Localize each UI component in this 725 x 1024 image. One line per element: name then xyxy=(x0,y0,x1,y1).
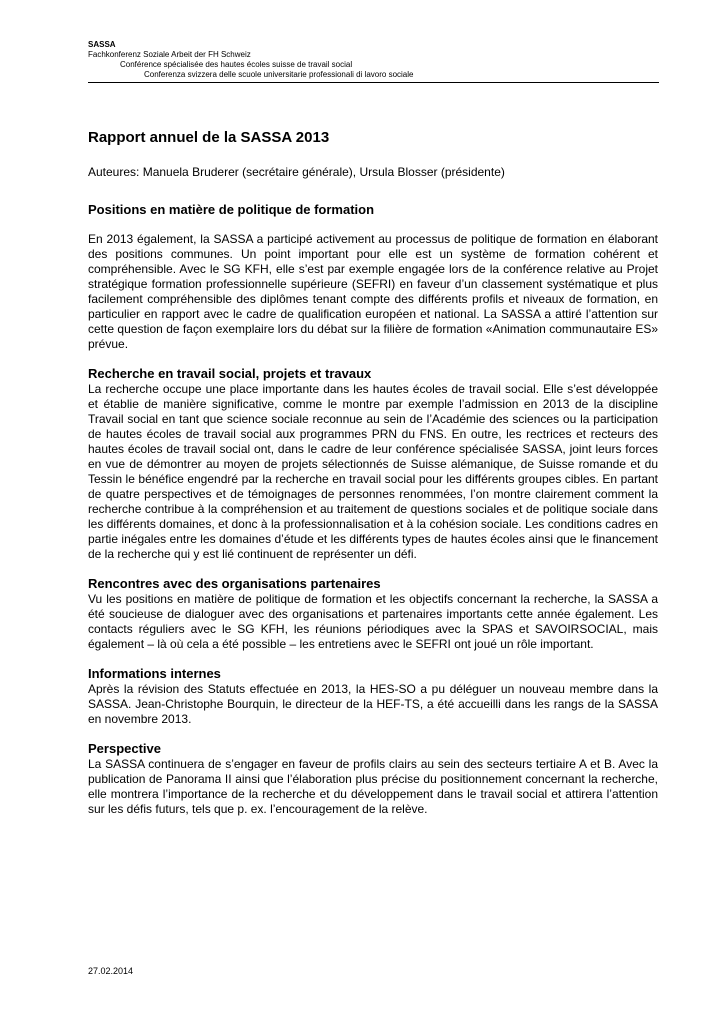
letterhead xyxy=(88,40,659,80)
section-paragraph: La SASSA continuera de s’engager en faveur de profils clairs au sein des secteurs tertiaire A et B. Avec la publication de Panorama II ainsi que l’élaboration plus précise du positionnement concernant la recherche, elle montrera l’importance de la recherche et du développement dans le travail social et attirera l’attention sur les défis futurs, tels que p. ex. l’encouragement de la relève. xyxy=(88,757,658,816)
section-paragraph: Vu les positions en matière de politique de formation et les objectifs concernant la recherche, la SASSA a été soucieuse de dialoguer avec des organisations et partenaires importants cette année également. Les contacts réguliers avec le SG KFH, les réunions périodiques avec la SPAS et SAVOIRSOCIAL, mais également – là où cela a été possible – les entretiens avec le SEFRI ont joué un rôle important. xyxy=(88,592,658,651)
org-name-it: Conferenza svizzera delle scuole universitarie professionali di lavoro sociale xyxy=(144,70,414,79)
section-paragraph: La recherche occupe une place importante dans les hautes écoles de travail social. Elle s’est développée et établie de manière significative, comme le montre par exemple l’admission en 2013 de la discipline Travail social en tant que science sociale reconnue au sein de l’Académie des sciences ou la participation de hautes écoles de travail social aux programmes PRN du FNS. En outre, les rectrices et recteurs des hautes écoles de travail social ont, dans le cadre de leur conférence spécialisée SASSA, joint leurs forces en vue de démontrer au moyen de projets sélectionnés de Suisse alémanique, de Suisse romande et du Tessin le bénéfice engendré par la recherche en travail social pour les différents groupes cibles. En partant de quatre perspectives et de témoignages de personnes renommées, l’on montre clairement comment la recherche contribue à la compréhension et au traitement de questions sociales et de politique sociale dans les différents domaines, et donc à la professionnalisation et à la cohésion sociale. Les conditions cadres en partie inégales entre les domaines d’étude et les différents types de hautes écoles ainsi que le financement de la recherche qui y est lié continuent de représenter un défi. xyxy=(88,382,658,561)
authors-line: Auteures: Manuela Bruderer (secrétaire générale), Ursula Blosser (présidente) xyxy=(88,165,505,179)
header-rule xyxy=(88,82,659,83)
section-research xyxy=(88,366,658,562)
section-perspective xyxy=(88,741,658,817)
section-heading: Rencontres avec des organisations partenaires xyxy=(88,576,381,591)
section-heading: Positions en matière de politique de formation xyxy=(88,202,375,217)
section-paragraph: Après la révision des Statuts effectuée en 2013, la HES-SO a pu déléguer un nouveau membre dans la SASSA. Jean-Christophe Bourquin, le directeur de la HEF-TS, a été accueilli dans les rangs de la SASSA en novembre 2013. xyxy=(88,682,658,726)
section-heading: Informations internes xyxy=(88,666,221,681)
org-name-de: Fachkonferenz Soziale Arbeit der FH Schweiz xyxy=(88,50,251,59)
org-name: SASSA xyxy=(88,40,116,49)
footer-date: 27.02.2014 xyxy=(88,966,134,976)
org-name-fr: Conférence spécialisée des hautes écoles suisse de travail social xyxy=(120,60,353,69)
section-heading: Recherche en travail social, projets et travaux xyxy=(88,366,372,381)
document-title: Rapport annuel de la SASSA 2013 xyxy=(88,129,330,146)
section-positions xyxy=(88,202,658,352)
section-paragraph: En 2013 également, la SASSA a participé activement au processus de politique de formation en élaborant des positions communes. Un point important pour elle est un système de formation cohérent et compréhensible. Avec le SG KFH, elle s’est par exemple engagée lors de la conférence relative au Projet stratégique formation professionnelle supérieure (SEFRI) en faveur d’un classement systématique et plus facilement compréhensible des diplômes tenant compte des différents profils et niveaux de formation, en particulier en rapport avec le cadre de qualification européen et national. La SASSA a attiré l’attention sur cette question de façon exemplaire lors du débat sur la filière de formation «Animation communautaire ES» prévue. xyxy=(88,232,658,351)
section-heading: Perspective xyxy=(88,741,161,756)
section-partners xyxy=(88,576,658,652)
document-body xyxy=(88,128,658,817)
section-internal-info xyxy=(88,666,658,727)
